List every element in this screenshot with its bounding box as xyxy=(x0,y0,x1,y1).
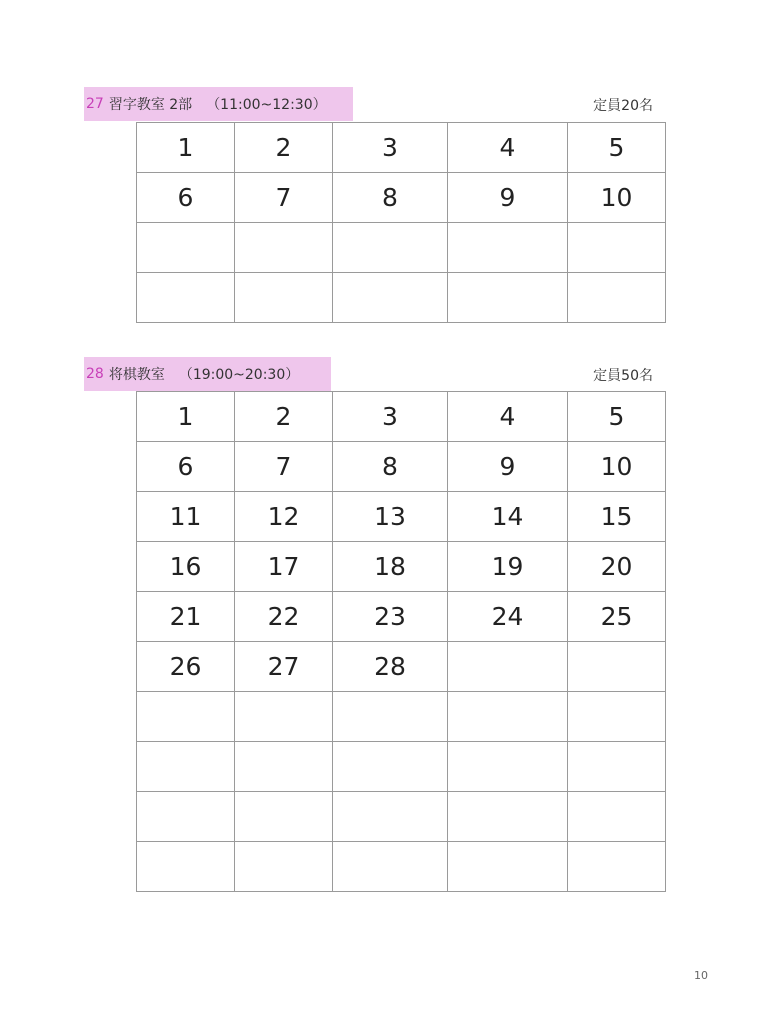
table-row xyxy=(137,273,666,323)
grid-cell: 1 xyxy=(137,123,235,173)
table-row xyxy=(137,173,666,223)
grid-cell: 13 xyxy=(333,492,448,542)
section-27-capacity: 定員20名 xyxy=(593,98,653,114)
grid-cell: 17 xyxy=(235,542,333,592)
grid-cell: 7 xyxy=(235,173,333,223)
grid-cell: 3 xyxy=(333,392,448,442)
grid-cell: 10 xyxy=(568,173,666,223)
grid-cell xyxy=(448,742,568,792)
grid-cell: 1 xyxy=(137,392,235,442)
section-28-capacity: 定員50名 xyxy=(593,368,653,384)
grid-cell: 5 xyxy=(568,123,666,173)
table-row xyxy=(137,442,666,492)
grid-cell: 10 xyxy=(568,442,666,492)
grid-cell: 16 xyxy=(137,542,235,592)
grid-cell xyxy=(448,792,568,842)
grid-cell xyxy=(333,692,448,742)
grid-cell: 20 xyxy=(568,542,666,592)
grid-cell xyxy=(448,223,568,273)
section-28-grid xyxy=(136,391,666,892)
grid-cell: 6 xyxy=(137,173,235,223)
grid-cell xyxy=(333,223,448,273)
grid-cell xyxy=(333,273,448,323)
section-title: 習字教室 2部 xyxy=(108,97,193,113)
grid-cell: 5 xyxy=(568,392,666,442)
grid-cell xyxy=(448,692,568,742)
table-row xyxy=(137,842,666,892)
grid-cell xyxy=(333,742,448,792)
grid-cell: 23 xyxy=(333,592,448,642)
grid-cell xyxy=(137,742,235,792)
grid-cell: 25 xyxy=(568,592,666,642)
grid-cell xyxy=(333,842,448,892)
grid-cell xyxy=(235,273,333,323)
grid-cell: 27 xyxy=(235,642,333,692)
table-row xyxy=(137,123,666,173)
table-row xyxy=(137,392,666,442)
grid-cell xyxy=(137,692,235,742)
grid-cell xyxy=(235,223,333,273)
section-number: 27 xyxy=(86,96,104,112)
grid-cell xyxy=(235,842,333,892)
table-row xyxy=(137,692,666,742)
table-row xyxy=(137,792,666,842)
grid-cell: 21 xyxy=(137,592,235,642)
grid-cell xyxy=(333,792,448,842)
grid-cell xyxy=(568,223,666,273)
grid-cell: 28 xyxy=(333,642,448,692)
table-row xyxy=(137,223,666,273)
grid-cell: 9 xyxy=(448,173,568,223)
table-row xyxy=(137,592,666,642)
section-time: （11:00~12:30） xyxy=(206,97,327,113)
grid-cell: 3 xyxy=(333,123,448,173)
grid-cell xyxy=(568,792,666,842)
grid-cell: 8 xyxy=(333,442,448,492)
grid-cell: 2 xyxy=(235,123,333,173)
grid-cell xyxy=(568,273,666,323)
grid-cell: 4 xyxy=(448,392,568,442)
grid-cell xyxy=(568,742,666,792)
grid-cell xyxy=(568,642,666,692)
table-row xyxy=(137,742,666,792)
table-row xyxy=(137,542,666,592)
grid-cell xyxy=(448,642,568,692)
section-time: （19:00~20:30） xyxy=(178,367,300,383)
grid-cell: 15 xyxy=(568,492,666,542)
section-28-label xyxy=(84,357,331,391)
grid-cell xyxy=(448,842,568,892)
grid-cell xyxy=(137,842,235,892)
grid-cell xyxy=(568,842,666,892)
grid-cell: 14 xyxy=(448,492,568,542)
grid-cell: 9 xyxy=(448,442,568,492)
grid-cell xyxy=(235,792,333,842)
grid-cell xyxy=(235,692,333,742)
grid-cell: 8 xyxy=(333,173,448,223)
grid-cell: 18 xyxy=(333,542,448,592)
grid-cell: 26 xyxy=(137,642,235,692)
grid-cell: 6 xyxy=(137,442,235,492)
grid-cell: 24 xyxy=(448,592,568,642)
grid-cell: 12 xyxy=(235,492,333,542)
section-title: 将棋教室 xyxy=(108,367,165,383)
table-row xyxy=(137,642,666,692)
grid-cell: 7 xyxy=(235,442,333,492)
section-27-label xyxy=(84,87,353,121)
grid-cell xyxy=(137,273,235,323)
section-number: 28 xyxy=(86,366,104,382)
grid-cell xyxy=(448,273,568,323)
grid-cell: 4 xyxy=(448,123,568,173)
grid-cell xyxy=(137,223,235,273)
grid-cell: 2 xyxy=(235,392,333,442)
table-row xyxy=(137,492,666,542)
grid-cell: 19 xyxy=(448,542,568,592)
grid-cell xyxy=(137,792,235,842)
grid-cell: 22 xyxy=(235,592,333,642)
page-number: 10 xyxy=(694,969,708,982)
grid-cell xyxy=(568,692,666,742)
section-27-grid xyxy=(136,122,666,323)
grid-cell xyxy=(235,742,333,792)
grid-cell: 11 xyxy=(137,492,235,542)
